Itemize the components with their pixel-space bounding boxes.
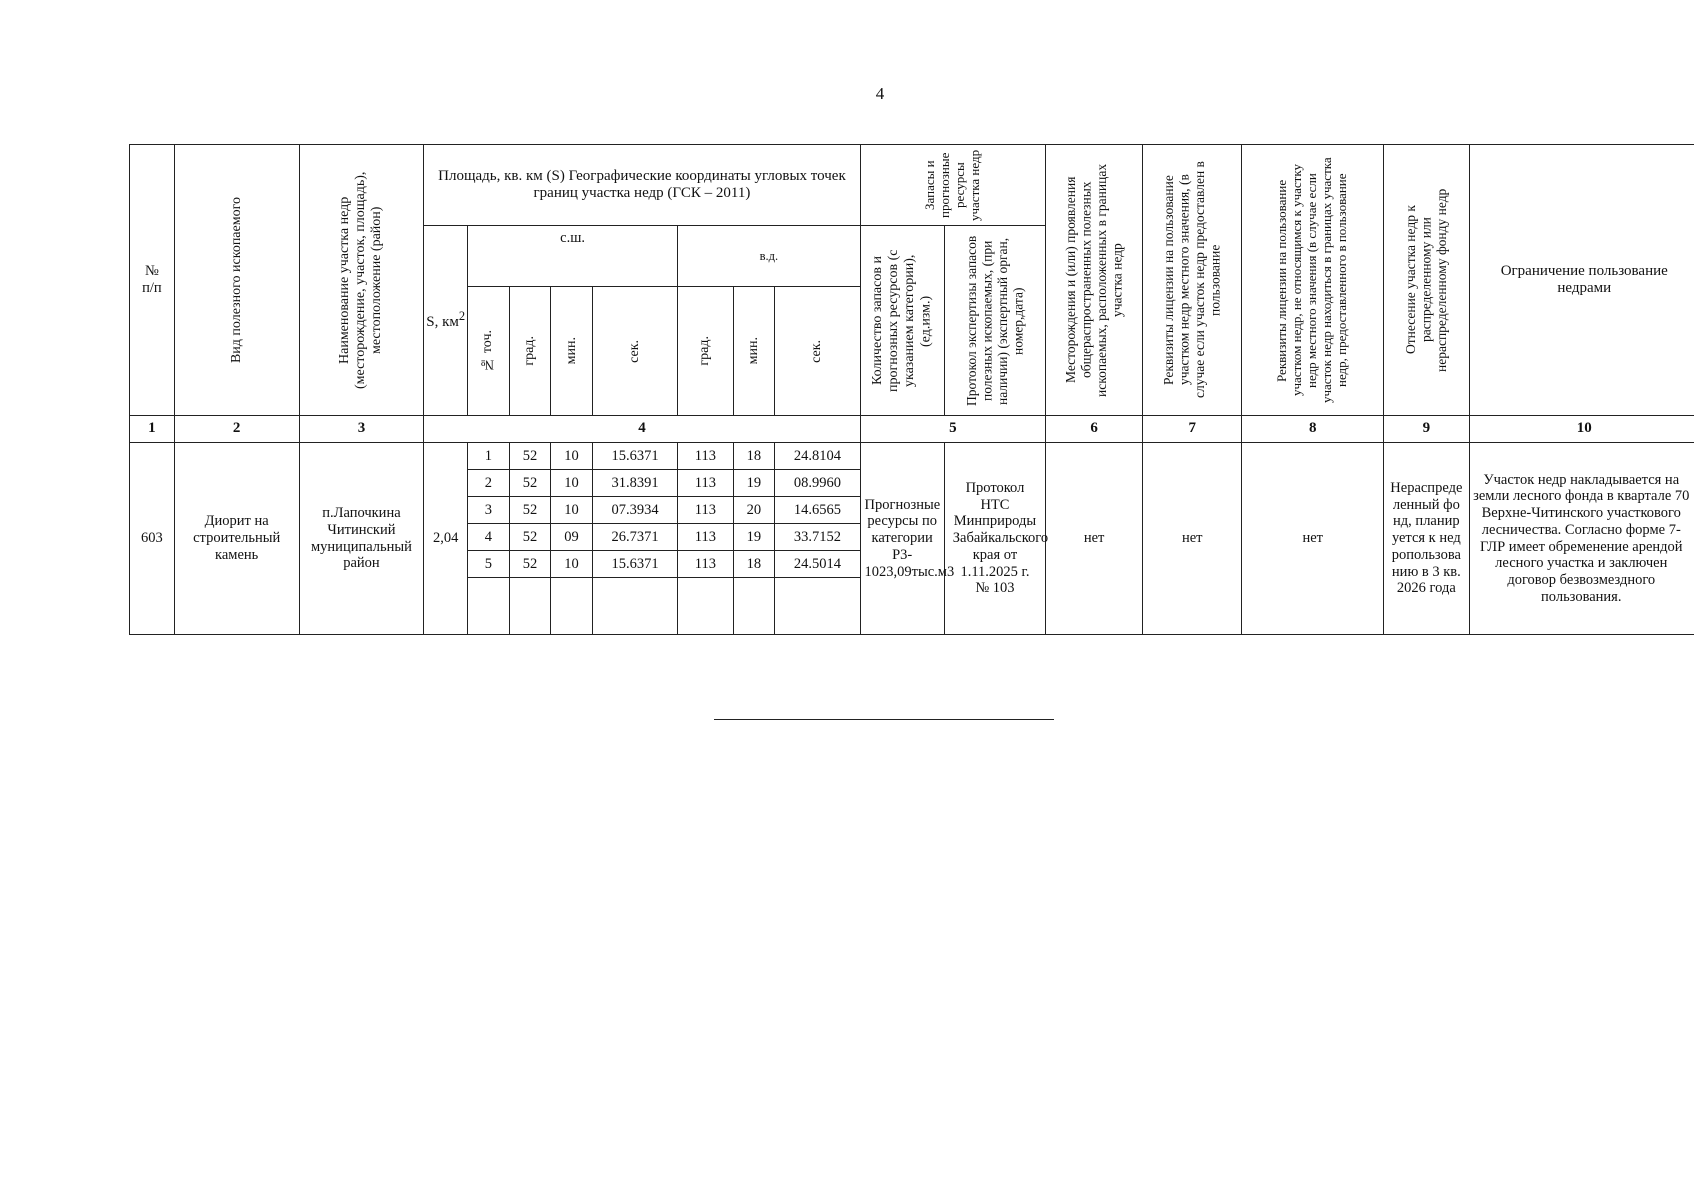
point-number: 1 [468, 443, 510, 470]
deposits-value: нет [1046, 443, 1143, 635]
mineral-type: Диорит на строительный камень [174, 443, 299, 635]
lon-deg: 113 [678, 551, 733, 578]
column-number: 10 [1469, 416, 1694, 443]
column-number-row [130, 416, 1694, 443]
column-number: 1 [130, 416, 175, 443]
lon-min: 18 [733, 443, 775, 470]
lon-min: 19 [733, 470, 775, 497]
use-restriction: Участок недр накладывается на земли лесного фонда в квартале 70 Верхне-Читинского участкового лесничества. Согласно форме 7-ГЛР имеет обременение арендой лесного участка и заключен договор безвозмездного пользования. [1469, 443, 1694, 635]
lon-deg: 113 [678, 524, 733, 551]
header-lat-deg: град. [509, 287, 551, 416]
lon-min: 18 [733, 551, 775, 578]
lat-sec: 15.6371 [592, 551, 677, 578]
lon-sec: 24.8104 [775, 443, 860, 470]
expertise-protocol: Протокол НТС Минприроды Забайкальского края от 1.11.2025 г. № 103 [944, 443, 1045, 635]
lat-deg: 52 [509, 524, 551, 551]
site-name: п.Лапочкина Читинский муниципальный район [299, 443, 424, 635]
license-other-value: нет [1242, 443, 1384, 635]
header-latitude: с.ш. [468, 226, 678, 287]
header-protocol: Протокол экспертизы запасов полезных ископаемых, (при наличии) (экспертный орган, номер,дата) [944, 226, 1045, 416]
header-fund: Отнесение участка недр к распределенному или нераспределенному фонду недр [1384, 145, 1469, 416]
point-number: 3 [468, 497, 510, 524]
lon-min: 19 [733, 524, 775, 551]
subsoil-registry-table [129, 144, 1694, 635]
column-number: 4 [424, 416, 860, 443]
lat-sec: 15.6371 [592, 443, 677, 470]
lat-sec: 31.8391 [592, 470, 677, 497]
empty-cell [592, 578, 677, 635]
lat-min: 10 [551, 443, 593, 470]
header-restriction: Ограничение пользование недрами [1469, 145, 1694, 416]
column-number: 5 [860, 416, 1046, 443]
column-number: 8 [1242, 416, 1384, 443]
lon-sec: 24.5014 [775, 551, 860, 578]
empty-cell [468, 578, 510, 635]
license-local-value: нет [1143, 443, 1242, 635]
site-area: 2,04 [424, 443, 468, 635]
column-number: 7 [1143, 416, 1242, 443]
header-reserve-quantity: Количество запасов и прогнозных ресурсов (с указанием категории), (ед.изм.) [860, 226, 944, 416]
reserves-quantity: Прогнозные ресурсы по категории Р3-1023,09тыс.м3 [860, 443, 944, 635]
separator-line [714, 719, 1054, 720]
header-lon-deg: град. [678, 287, 733, 416]
header-site-name: Наименование участка недр (месторождение, участок, площадь), местоположение (район) [299, 145, 424, 416]
header-lat-sec: сек. [592, 287, 677, 416]
header-lon-min: мин. [733, 287, 775, 416]
point-number: 5 [468, 551, 510, 578]
column-number: 6 [1046, 416, 1143, 443]
lat-min: 10 [551, 551, 593, 578]
lat-deg: 52 [509, 497, 551, 524]
empty-cell [775, 578, 860, 635]
empty-cell [551, 578, 593, 635]
empty-cell [509, 578, 551, 635]
header-longitude: в.д. [678, 226, 860, 287]
lon-deg: 113 [678, 497, 733, 524]
header-area-coordinates: Площадь, кв. км (S) Географические координаты угловых точек границ участка недр (ГСК – 2011) [424, 145, 860, 226]
header-license-other: Реквизиты лицензии на пользование участком недр, не относящимся к участку недр местного значения (в случае если участок недр находиться в границах участка недр, предоставленного в пользование [1242, 145, 1384, 416]
lon-deg: 113 [678, 443, 733, 470]
lat-deg: 52 [509, 551, 551, 578]
point-number: 4 [468, 524, 510, 551]
empty-cell [678, 578, 733, 635]
lon-sec: 08.9960 [775, 470, 860, 497]
header-lon-sec: сек. [775, 287, 860, 416]
header-point-no: № точ. [468, 287, 510, 416]
lat-min: 10 [551, 470, 593, 497]
table-row [130, 443, 1694, 470]
lon-min: 20 [733, 497, 775, 524]
lon-sec: 14.6565 [775, 497, 860, 524]
empty-cell [733, 578, 775, 635]
header-reserves: Запасы и прогнозные ресурсы участка недр [860, 145, 1046, 226]
page-number: 4 [875, 84, 885, 103]
lat-deg: 52 [509, 443, 551, 470]
lon-deg: 113 [678, 470, 733, 497]
header-no: № п/п [130, 145, 175, 416]
lat-min: 10 [551, 497, 593, 524]
lat-min: 09 [551, 524, 593, 551]
column-number: 3 [299, 416, 424, 443]
column-number: 9 [1384, 416, 1469, 443]
header-mineral-type: Вид полезного ископаемого [174, 145, 299, 416]
header-lat-min: мин. [551, 287, 593, 416]
header-row [130, 145, 1694, 226]
header-area-s: S, $км^2$ [424, 226, 468, 416]
column-number: 2 [174, 416, 299, 443]
record-number: 603 [130, 443, 175, 635]
point-number: 2 [468, 470, 510, 497]
lon-sec: 33.7152 [775, 524, 860, 551]
lat-deg: 52 [509, 470, 551, 497]
lat-sec: 07.3934 [592, 497, 677, 524]
header-license-local: Реквизиты лицензии на пользование участком недр местного значения, (в случае если участок недр предоставлен в пользование [1143, 145, 1242, 416]
lat-sec: 26.7371 [592, 524, 677, 551]
header-deposits: Месторождения и (или) проявления общераспространенных полезных ископаемых, расположенных в границах участка недр [1046, 145, 1143, 416]
fund-status: Нераспределенный фонд, планируется к недропользованию в 3 кв.2026 года [1384, 443, 1469, 635]
